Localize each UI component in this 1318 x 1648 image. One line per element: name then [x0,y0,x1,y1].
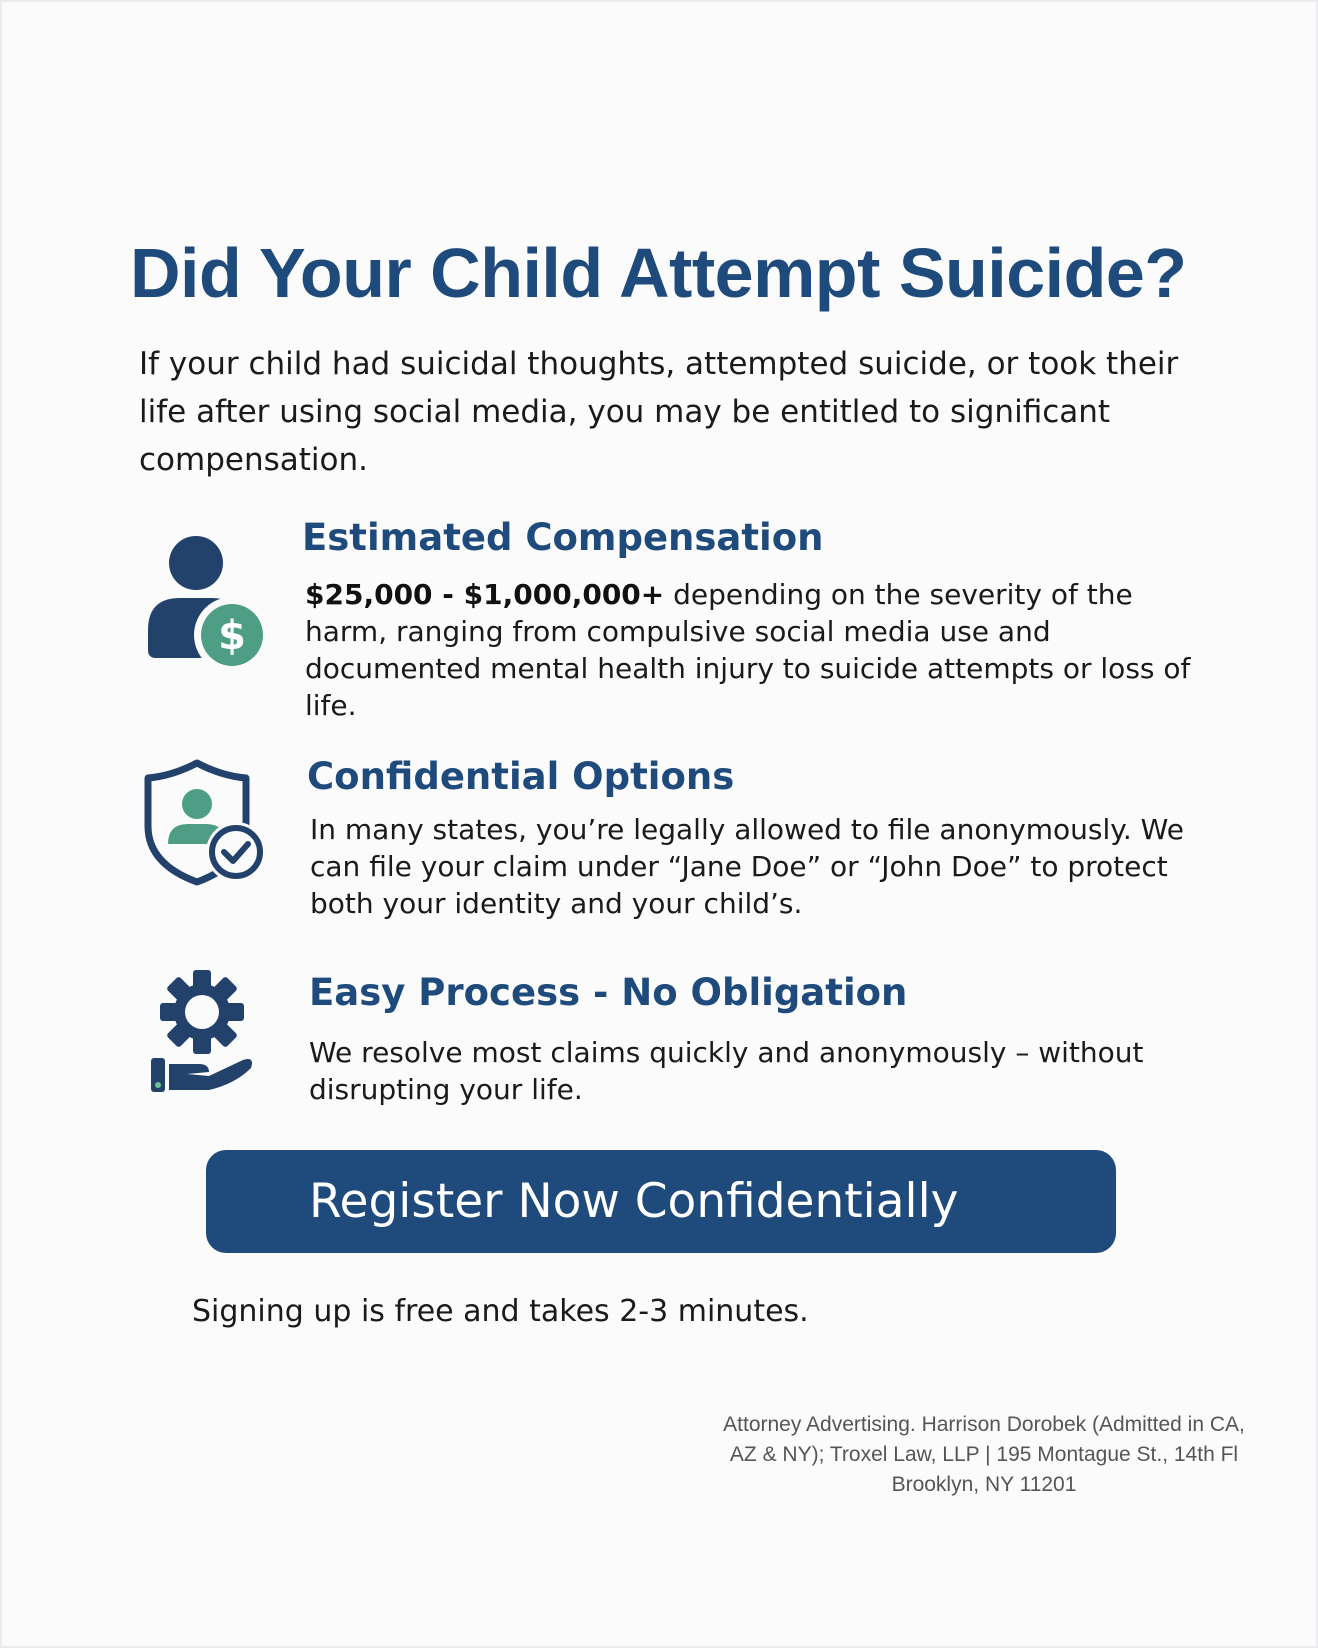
feature-title-confidential: Confidential Options [307,755,735,798]
feature-body-compensation [305,576,1205,724]
signup-note: Signing up is free and takes 2-3 minutes. [192,1294,809,1329]
register-now-button[interactable]: Register Now Confidentially [206,1150,1116,1253]
intro-text: If your child had suicidal thoughts, attempted suicide, or took their life after using social media, you may be entitled to significant compensation. [139,346,1179,478]
ad-page [2,2,1316,1646]
feature-title-easy-process: Easy Process - No Obligation [309,971,908,1014]
gear-hand-icon [147,970,257,1096]
headline: Did Your Child Attempt Suicide? [130,234,1187,312]
svg-text:$: $ [218,613,246,659]
shield-user-check-icon [144,758,270,888]
person-dollar-icon [140,530,268,672]
compensation-range: $25,000 - $1,000,000+ [305,578,665,611]
attorney-disclaimer: Attorney Advertising. Harrison Dorobek (Admitted in CA, AZ & NY); Troxel Law, LLP | 195 Montague St., 14th Fl Brooklyn, NY 11201 [723,1413,1245,1496]
feature-body-easy-process: We resolve most claims quickly and anonymously – without disrupting your life. [309,1036,1144,1106]
feature-body-confidential: In many states, you’re legally allowed to file anonymously. We can file your claim under “Jane Doe” or “John Doe” to protect both your identity and your child’s. [310,813,1184,920]
compensation-description: depending on the severity of the harm, ranging from compulsive social media use and documented mental health injury to suicide attempts or loss of life. [305,578,1191,722]
feature-title-compensation: Estimated Compensation [302,516,824,559]
